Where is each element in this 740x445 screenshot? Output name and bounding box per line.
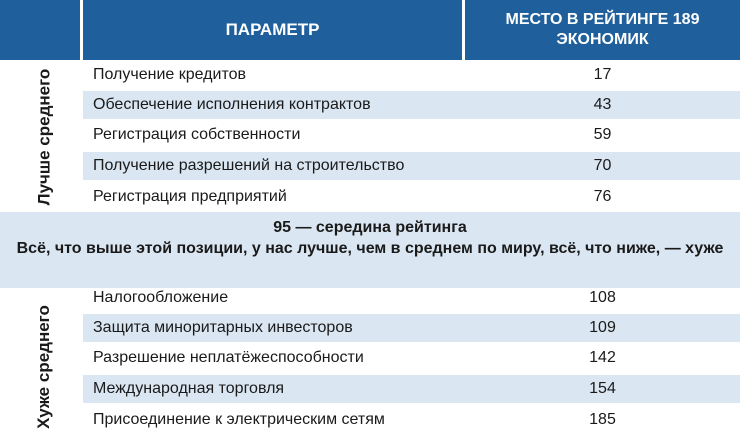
row-rank: 185 — [589, 411, 616, 428]
row-rank: 108 — [589, 289, 616, 306]
table-row — [83, 284, 740, 312]
table-row — [83, 375, 740, 403]
row-rank: 43 — [593, 96, 612, 113]
header-rank-line1: МЕСТО В РЕЙТИНГЕ 189 — [505, 11, 700, 28]
group-label-better — [30, 62, 58, 212]
row-rank: 76 — [593, 188, 612, 205]
row-parameter: Получение кредитов — [93, 66, 246, 83]
row-parameter: Регистрация собственности — [93, 126, 301, 143]
table-row — [83, 314, 740, 342]
median-description: Всё, что выше этой позиции, у нас лучше, чем в среднем по миру, всё, что ниже, — хуже — [16, 240, 724, 257]
header-rank — [465, 0, 740, 60]
header-parameter: ПАРАМЕТР — [83, 0, 462, 60]
header-rank-line2: ЭКОНОМИК — [556, 31, 649, 48]
table-row — [83, 121, 740, 149]
table-row — [83, 406, 740, 434]
row-parameter: Защита миноритарных инвесторов — [93, 319, 353, 336]
group-label-worse-text: Хуже среднего — [34, 304, 53, 429]
group-label-worse — [30, 288, 58, 445]
table-row — [83, 91, 740, 119]
row-parameter: Международная торговля — [93, 380, 285, 397]
table-row — [83, 344, 740, 372]
table-row — [83, 152, 740, 180]
row-parameter: Обеспечение исполнения контрактов — [93, 96, 371, 113]
table-row — [83, 61, 740, 89]
row-rank: 142 — [589, 349, 616, 366]
median-title: 95 — середина рейтинга — [273, 219, 467, 236]
header-corner — [0, 0, 80, 60]
table-row — [83, 183, 740, 211]
row-rank: 70 — [593, 157, 612, 174]
row-parameter: Регистрация предприятий — [93, 188, 287, 205]
group-label-better-text: Лучше среднего — [34, 68, 53, 206]
median-band — [0, 212, 740, 288]
row-parameter: Разрешение неплатёжеспособности — [93, 349, 364, 366]
row-rank: 109 — [589, 319, 616, 336]
row-parameter: Присоединение к электрическим сетям — [93, 411, 385, 428]
row-rank: 17 — [593, 66, 612, 83]
row-rank: 154 — [589, 380, 616, 397]
row-parameter: Получение разрешений на строительство — [93, 157, 405, 174]
row-rank: 59 — [593, 126, 612, 143]
row-parameter: Налогообложение — [93, 289, 229, 306]
